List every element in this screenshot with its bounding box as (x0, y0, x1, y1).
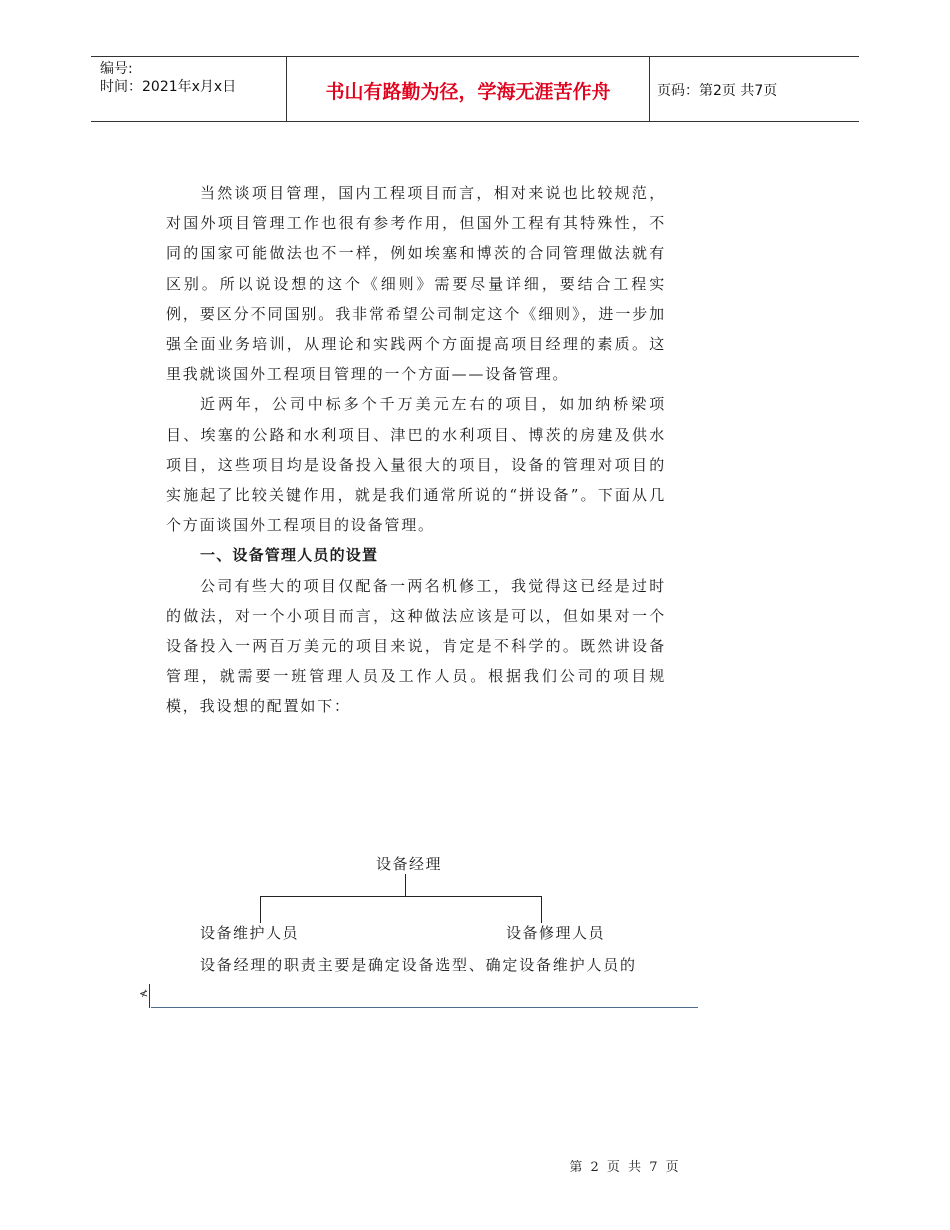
org-child-label: 设备修理人员 (506, 924, 606, 942)
paragraph: 近两年，公司中标多个千万美元左右的项目，如加纳桥梁项目、埃塞的公路和水利项目、津巴的水利项目、博茨的房建及供水项目，这些项目均是设备投入量很大的项目，设备的管理对项目的实施起了比较关键作用，就是我们通常所说的“拼设备”。下面从几个方面谈国外工程项目的设备管理。 (166, 395, 666, 535)
margin-mark-bar (149, 984, 150, 1008)
org-child-label: 设备维护人员 (200, 924, 300, 942)
paragraph: 公司有些大的项目仅配备一两名机修工，我觉得这已经是过时的做法，对一个小项目而言，这种做法应该是可以，但如果对一个设备投入一两百万美元的项目来说，肯定是不科学的。既然讲设备管理，就需要一班管理人员及工作人员。根据我们公司的项目规模，我设想的配置如下： (166, 576, 666, 716)
header-info (100, 60, 236, 96)
bottom-rule (151, 1007, 698, 1008)
page-footer: 第 2 页 共 7 页 (569, 1160, 681, 1175)
header-motto: 书山有路勤为径，学海无涯苦作舟 (325, 81, 611, 103)
margin-mark-glyph: ≮ (139, 987, 149, 1000)
paragraph-last-line: 设备经理的职责主要是确定设备选型、确定设备维护人员的 (200, 956, 637, 974)
org-connector (405, 874, 406, 896)
section-heading: 一、设备管理人员的设置 (200, 546, 379, 565)
paragraph: 当然谈项目管理，国内工程项目而言，相对来说也比较规范，对国外项目管理工作也很有参考作用，但国外工程有其特殊性，不同的国家可能做法也不一样，例如埃塞和博茨的合同管理做法就有区别。所以说设想的这个《细则》需要尽量详细，要结合工程实例，要区分不同国别。我非常希望公司制定这个《细则》，进一步加强全面业务培训，从理论和实践两个方面提高项目经理的素质。这里我就谈国外工程项目管理的一个方面——设备管理。 (166, 184, 666, 384)
document-body (166, 178, 666, 722)
org-connector (260, 896, 261, 923)
header-page-number: 页码：第2页 共7页 (657, 83, 778, 99)
header-divider (286, 57, 287, 121)
header-divider (649, 57, 650, 121)
page-header (91, 56, 859, 122)
org-connector (541, 896, 542, 923)
org-connector (260, 896, 542, 897)
serial-number-label: 编号: (100, 61, 133, 77)
org-root-label: 设备经理 (376, 855, 443, 873)
scissors-icon (139, 984, 151, 1008)
date-label: 时间：2021年x月x日 (100, 79, 237, 95)
